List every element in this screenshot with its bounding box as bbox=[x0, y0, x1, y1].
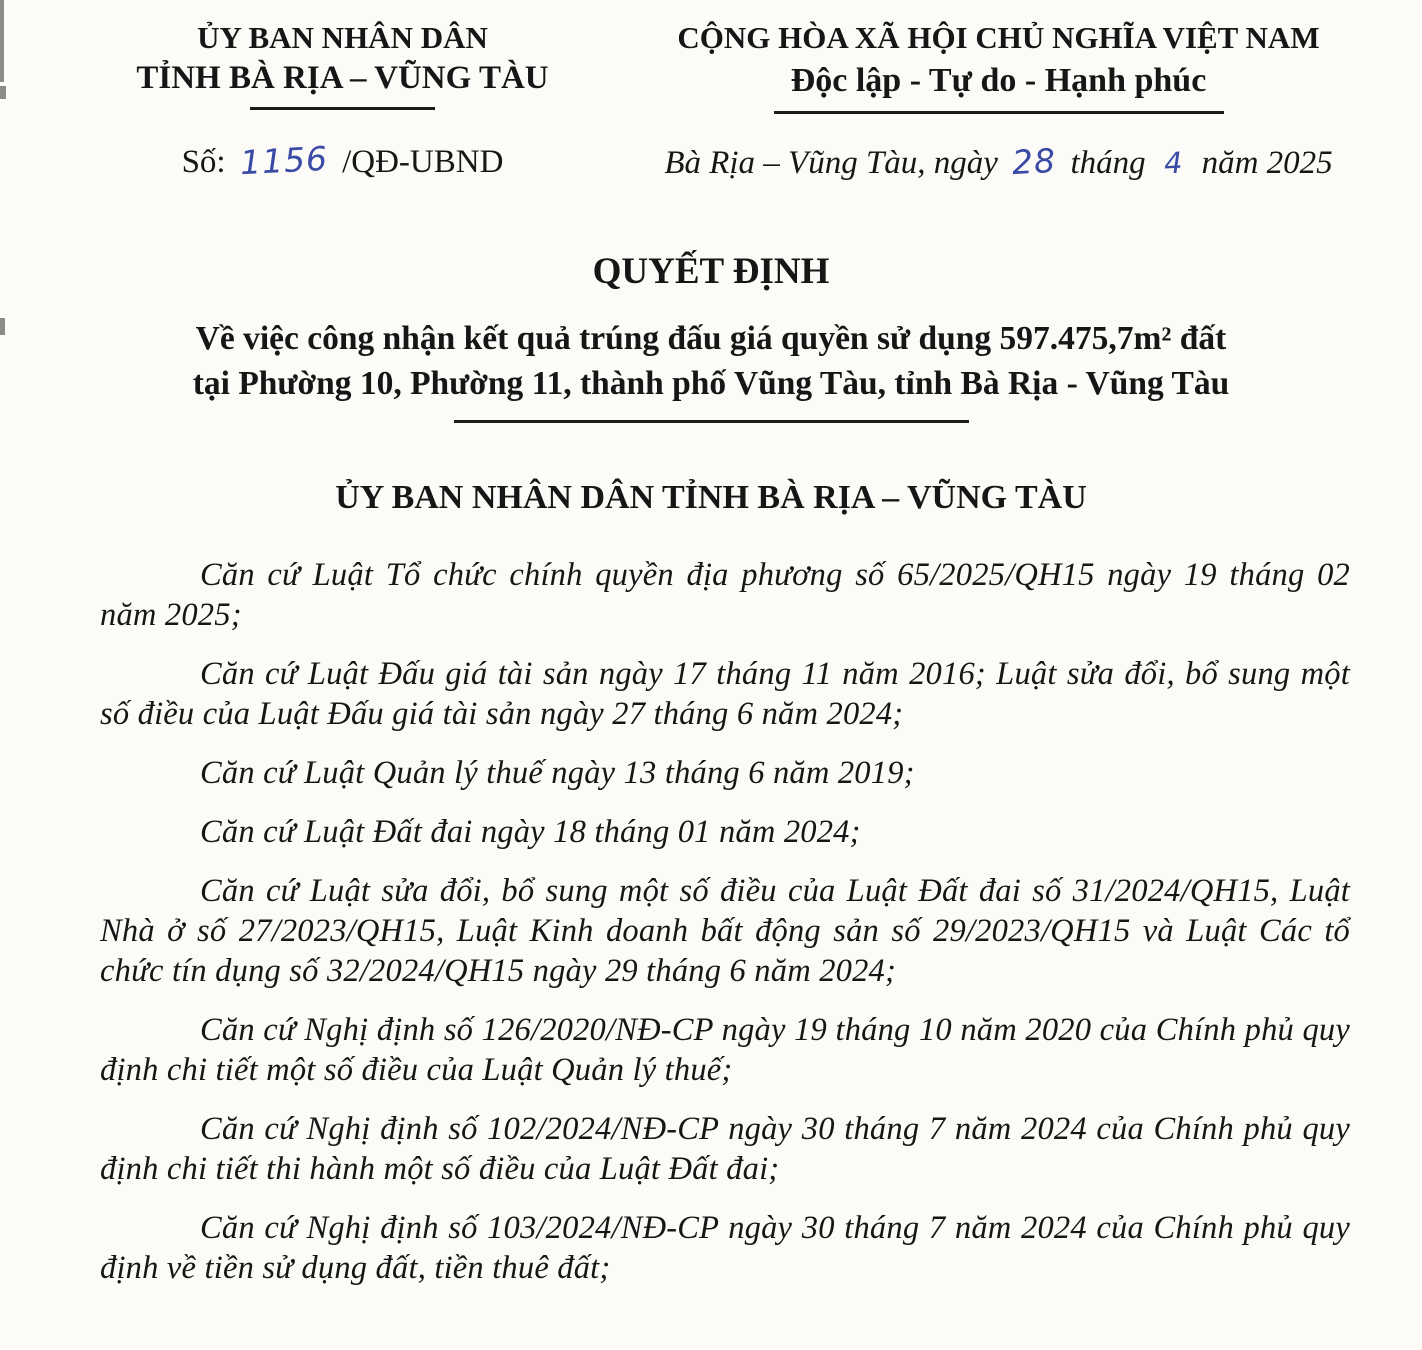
date-day-handwritten: 28 bbox=[1011, 140, 1058, 183]
date-prefix: Bà Rịa – Vũng Tàu, ngày bbox=[664, 145, 998, 181]
agency-name-line2: TỈNH BÀ RỊA – VŨNG TÀU bbox=[136, 60, 549, 96]
issuing-agency-block bbox=[70, 18, 615, 182]
title-block bbox=[0, 250, 1422, 423]
national-motto: Độc lập - Tự do - Hạnh phúc bbox=[790, 62, 1207, 99]
document-number-suffix: /QĐ-UBND bbox=[342, 144, 504, 180]
document-number-label: Số: bbox=[181, 144, 226, 180]
subtitle-line1: Về việc công nhận kết quả trúng đấu giá quyền sử dụng 597.475,7m² đất bbox=[195, 320, 1227, 357]
scan-artifact bbox=[0, 0, 4, 82]
national-title: CỘNG HÒA XÃ HỘI CHỦ NGHĨA VIỆT NAM bbox=[677, 20, 1320, 55]
document-title: QUYẾT ĐỊNH bbox=[592, 251, 830, 292]
national-motto-block bbox=[615, 18, 1382, 182]
document-number-handwritten: 1156 bbox=[238, 138, 329, 183]
date-mid: tháng bbox=[1070, 145, 1146, 181]
motto-underline bbox=[774, 111, 1224, 114]
scan-artifact bbox=[0, 318, 5, 335]
legal-basis-paragraph-8: Căn cứ Nghị định số 103/2024/NĐ-CP ngày 30 tháng 7 năm 2024 của Chính phủ quy định về tiền sử dụng đất, tiền thuê đất; bbox=[100, 1210, 1350, 1286]
issuer-heading: ỦY BAN NHÂN DÂN TỈNH BÀ RỊA – VŨNG TÀU bbox=[335, 479, 1087, 516]
document-number-line bbox=[70, 138, 615, 183]
subtitle-line2: tại Phường 10, Phường 11, thành phố Vũng Tàu, tỉnh Bà Rịa - Vũng Tàu bbox=[192, 365, 1230, 402]
document-header bbox=[0, 14, 1422, 182]
document-subtitle bbox=[0, 316, 1422, 406]
agency-name-line1: ỦY BAN NHÂN DÂN bbox=[197, 20, 488, 55]
agency-underline bbox=[250, 107, 435, 110]
legal-basis-paragraph-1: Căn cứ Luật Tổ chức chính quyền địa phương số 65/2025/QH15 ngày 19 tháng 02 năm 2025; bbox=[100, 557, 1350, 633]
date-month-handwritten: 4 bbox=[1163, 145, 1185, 181]
legal-basis-paragraph-4: Căn cứ Luật Đất đai ngày 18 tháng 01 năm 2024; bbox=[200, 814, 861, 850]
legal-basis-section bbox=[0, 555, 1422, 1288]
place-date-line bbox=[615, 142, 1382, 182]
legal-basis-paragraph-6: Căn cứ Nghị định số 126/2020/NĐ-CP ngày 19 tháng 10 năm 2020 của Chính phủ quy định chi tiết một số điều của Luật Quản lý thuế; bbox=[100, 1012, 1350, 1088]
date-suffix: năm 2025 bbox=[1201, 145, 1333, 181]
legal-basis-paragraph-3: Căn cứ Luật Quản lý thuế ngày 13 tháng 6 năm 2019; bbox=[200, 755, 915, 791]
scan-artifact bbox=[0, 86, 6, 99]
title-underline bbox=[454, 420, 969, 423]
legal-basis-paragraph-5: Căn cứ Luật sửa đổi, bổ sung một số điều của Luật Đất đai số 31/2024/QH15, Luật Nhà ở số 27/2023/QH15, Luật Kinh doanh bất động sản số 29/2023/QH15 và Luật Các tổ chức tín dụng số 32/2024/QH15 ngày 29 tháng 6 năm 2024; bbox=[100, 873, 1350, 989]
legal-basis-paragraph-2: Căn cứ Luật Đấu giá tài sản ngày 17 tháng 11 năm 2016; Luật sửa đổi, bổ sung một số điều của Luật Đấu giá tài sản ngày 27 tháng 6 năm 2024; bbox=[100, 656, 1350, 732]
legal-basis-paragraph-7: Căn cứ Nghị định số 102/2024/NĐ-CP ngày 30 tháng 7 năm 2024 của Chính phủ quy định chi tiết thi hành một số điều của Luật Đất đai; bbox=[100, 1111, 1350, 1187]
